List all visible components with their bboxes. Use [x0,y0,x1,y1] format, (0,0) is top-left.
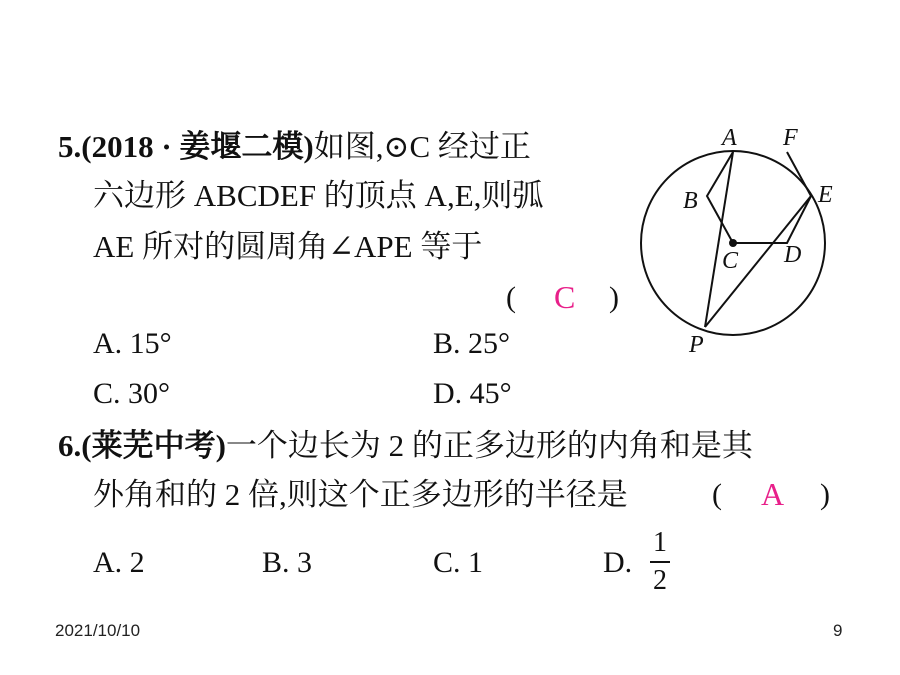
q5-line1 [58,131,531,162]
q5-answer-bracket-open: ( [506,281,516,314]
q5-line2: 六边形 ABCDEF 的顶点 A,E,则弧 [93,178,544,213]
label-e: E [818,182,833,208]
fraction-bar [650,561,670,563]
q5-number: 5. [58,129,82,164]
q6-answer-bracket-open: ( [712,478,722,511]
label-c: C [722,248,739,274]
footer-date: 2021/10/10 [55,621,141,640]
q5-option-a: A. 15° [93,327,172,360]
fraction-numerator: 1 [653,527,667,558]
q6-source: (莱芜中考) [81,428,226,463]
fraction-denominator: 2 [653,565,667,596]
circle-hexagon-figure [630,120,870,360]
q5-line3: AE 所对的圆周角∠APE 等于 [93,229,483,264]
footer-page-number: 9 [833,621,843,640]
q6-answer-bracket-close: ) [820,478,830,511]
q6-option-d-fraction [647,527,673,597]
q6-option-b: B. 3 [262,546,313,579]
label-a: A [722,125,737,151]
hexagon-abcdef [707,152,811,243]
q5-answer: C [554,279,576,315]
q6-option-a: A. 2 [93,546,145,579]
q5-option-b: B. 25° [433,327,511,360]
center-point-c [729,239,737,247]
q5-line1-text: 如图,⊙C 经过正 [313,129,531,164]
q5-option-d: D. 45° [433,377,512,410]
label-p: P [689,332,704,358]
label-f: F [783,125,798,151]
q5-option-c: C. 30° [93,377,171,410]
q6-answer: A [761,476,785,512]
q6-option-d: D. [603,546,633,579]
q6-number: 6. [58,428,82,463]
label-b: B [683,188,698,214]
q5-answer-bracket-close: ) [609,281,619,314]
label-d: D [784,242,802,268]
q6-line1 [58,430,753,461]
q5-source: (2018 · 姜堰二模) [81,129,314,164]
q6-option-c: C. 1 [433,546,484,579]
q6-line1-text: 一个边长为 2 的正多边形的内角和是其 [225,428,753,463]
line-pa [705,152,733,327]
q6-line2: 外角和的 2 倍,则这个正多边形的半径是 [93,477,628,512]
